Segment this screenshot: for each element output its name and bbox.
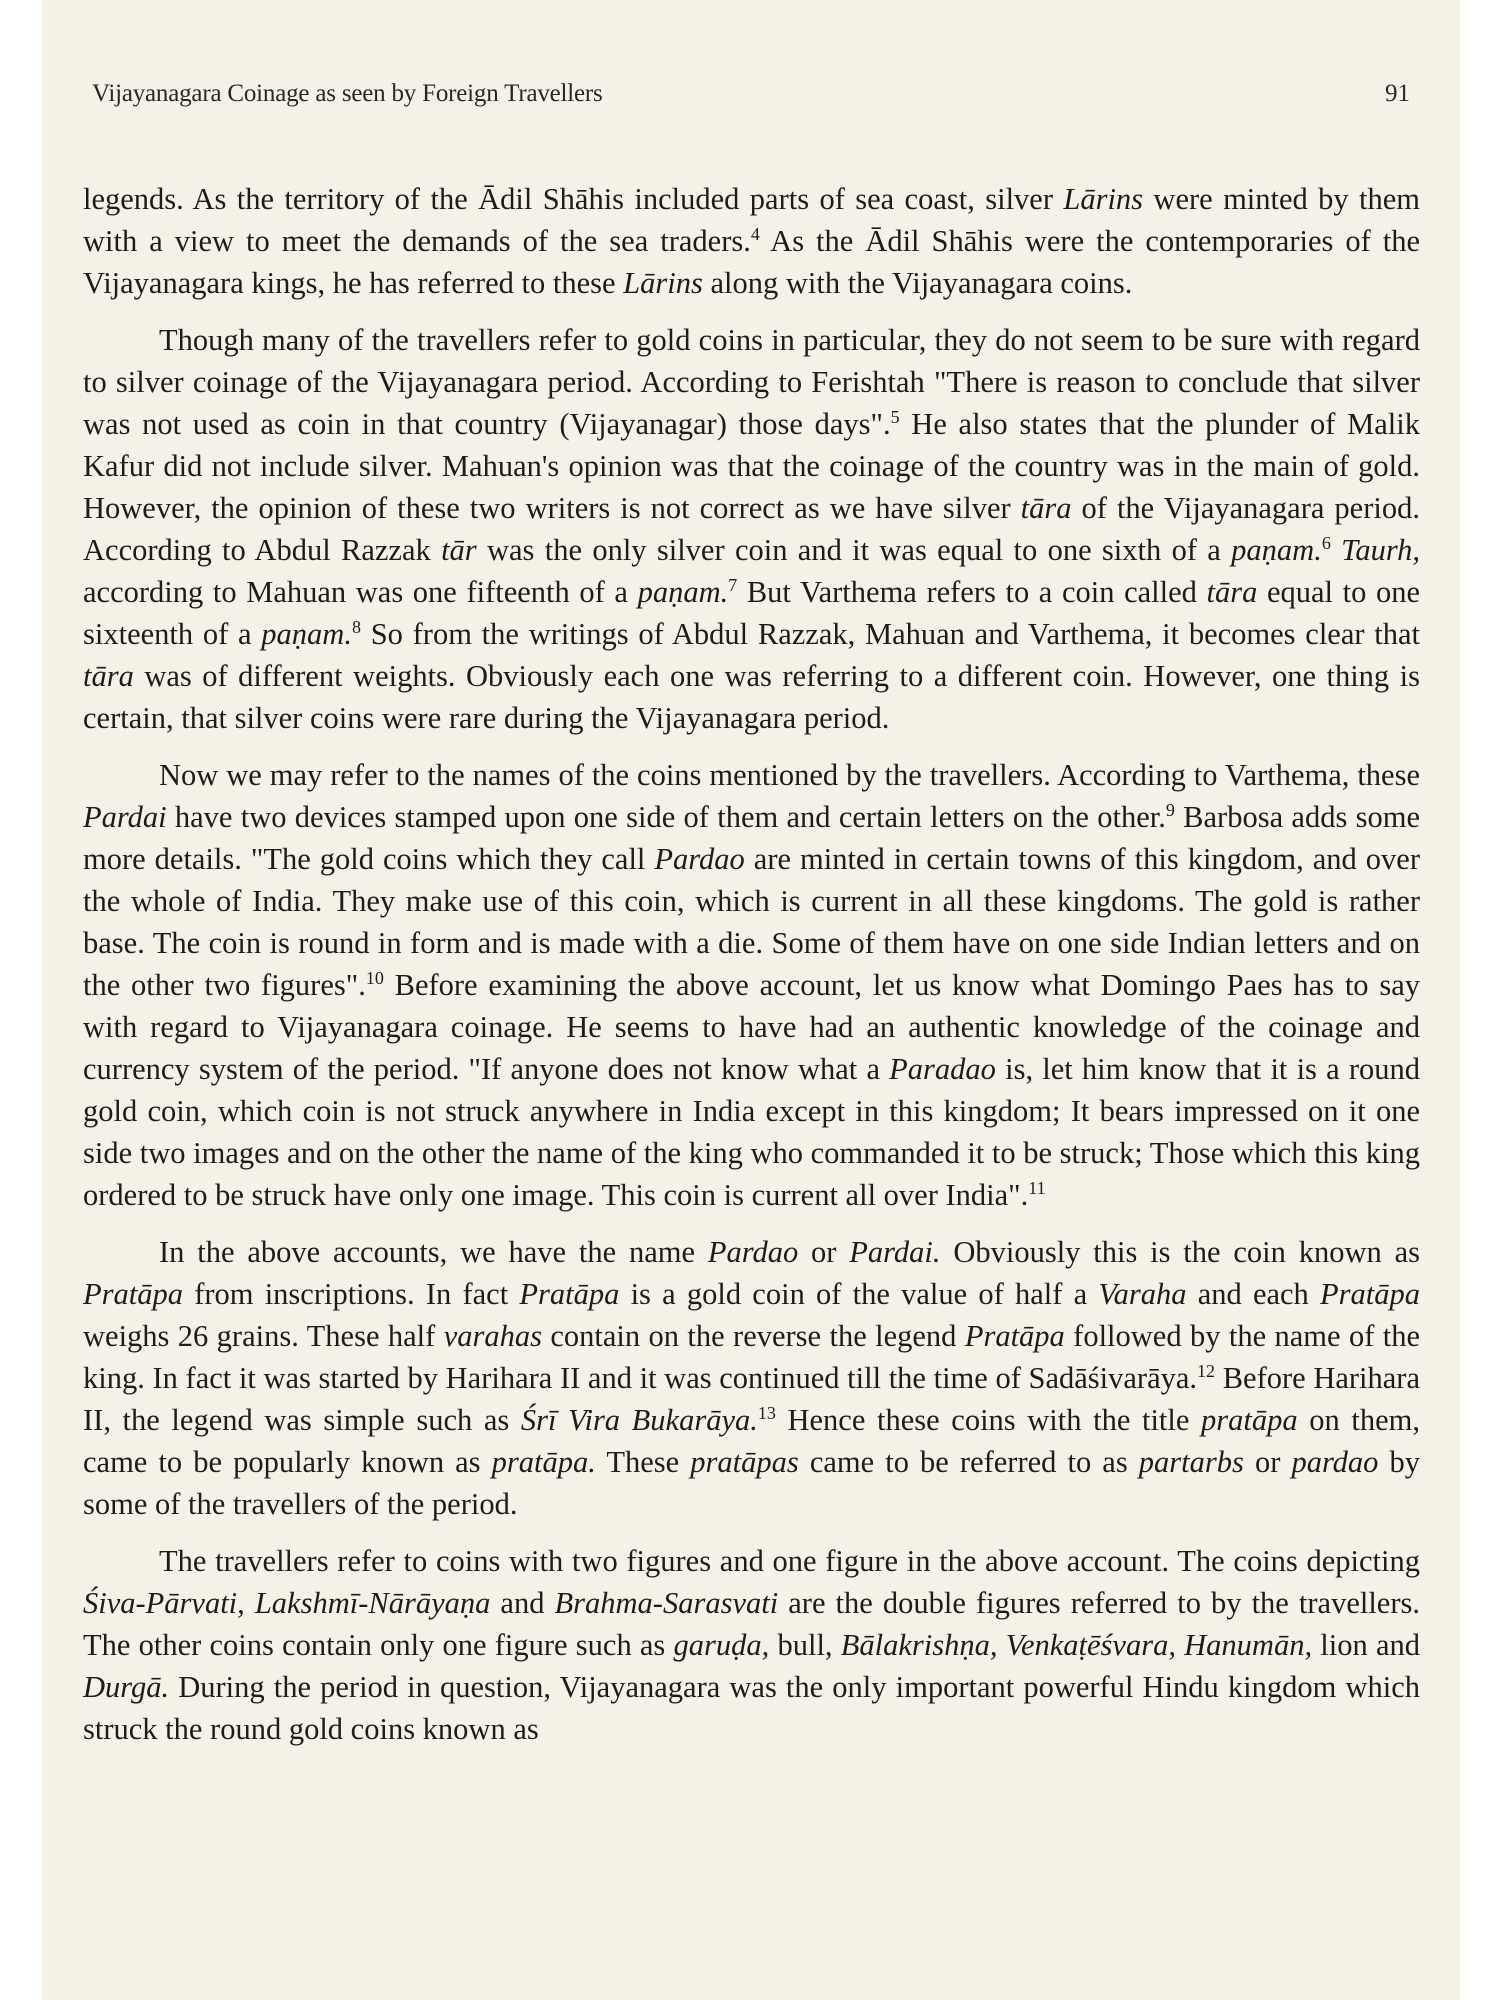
footnote-ref: 8 xyxy=(351,616,361,637)
paragraph xyxy=(83,178,1420,304)
footnote-ref: 5 xyxy=(890,406,900,427)
text-run: is a gold coin of the value of half a xyxy=(619,1277,1099,1311)
text-run: or xyxy=(1243,1445,1292,1479)
italic-term: Lārins xyxy=(1063,182,1144,216)
text-run: are the double figures referred to by the travellers. The other coins contain only one figure such as xyxy=(83,1586,1420,1662)
italic-term: varahas xyxy=(443,1319,542,1353)
text-run: along with the Vijayanagara coins. xyxy=(702,266,1133,300)
text-run: These xyxy=(595,1445,691,1479)
text-run: equal to one sixteenth of a xyxy=(83,575,1421,651)
italic-term: Paradao xyxy=(889,1052,996,1086)
italic-term: Lārins xyxy=(623,266,703,300)
text-run: from inscriptions. In fact xyxy=(182,1277,520,1311)
italic-term: Pardai. xyxy=(849,1235,941,1269)
italic-term: pratāpa. xyxy=(491,1445,596,1479)
text-run: During the period in question, Vijayanagara was the only important powerful Hindu kingdom which struck the round gold coins known as xyxy=(83,1670,1420,1746)
italic-term: pratāpas xyxy=(690,1445,799,1479)
italic-term: Pratāpa xyxy=(1320,1277,1420,1311)
text-run xyxy=(1331,533,1341,567)
italic-term: tāra xyxy=(1206,575,1258,609)
text-run: and each xyxy=(1186,1277,1321,1311)
text-run: Barbosa adds some more details. "The gold coins which they call xyxy=(83,800,1420,876)
text-run: have two devices stamped upon one side of them and certain letters on the other. xyxy=(166,800,1166,834)
italic-term: pardao xyxy=(1291,1445,1379,1479)
text-run: according to Mahuan was one fifteenth of a xyxy=(83,575,638,609)
text-run: legends. As the territory of the Ādil Shāhis included parts of sea coast, silver xyxy=(83,182,1064,216)
book-page xyxy=(42,0,1460,2000)
italic-term: tār xyxy=(441,533,477,567)
text-run: are minted in certain towns of this kingdom, and over the whole of India. They make use of this coin, which is current in all these kingdoms. The gold is rather base. The coin is round in form and is made with a die. Some of them have on one side Indian letters and on the other two figures". xyxy=(83,842,1420,1002)
running-header xyxy=(92,80,1410,116)
body-text xyxy=(83,178,1420,1765)
italic-term: paṇam. xyxy=(637,575,729,609)
text-run: Though many of the travellers refer to gold coins in particular, they do not seem to be sure with regard to silver coinage of the Vijayanagara period. According to Ferishtah "There is reason to conclude that silver was not used as coin in that country (Vijayanagar) those days". xyxy=(83,323,1420,441)
paragraph xyxy=(83,754,1420,1216)
italic-term: paṇam. xyxy=(261,617,352,651)
italic-term: Pardai xyxy=(83,800,167,834)
italic-term: tāra xyxy=(1020,491,1072,525)
italic-term: Pratāpa xyxy=(83,1277,183,1311)
text-run: was the only silver coin and it was equal to one sixth of a xyxy=(476,533,1232,567)
text-run: bull, xyxy=(769,1628,841,1662)
italic-term: pratāpa xyxy=(1201,1403,1298,1437)
footnote-ref: 6 xyxy=(1321,532,1331,553)
text-run: or xyxy=(798,1235,850,1269)
italic-term: Pratāpa xyxy=(964,1319,1065,1353)
paragraph xyxy=(83,319,1420,739)
italic-term: Varaha xyxy=(1098,1277,1187,1311)
text-run: Now we may refer to the names of the coins mentioned by the travellers. According to Varthema, these xyxy=(159,758,1420,792)
text-run: is, let him know that it is a round gold coin, which coin is not struck anywhere in India except in this kingdom; It bears impressed on it one side two images and on the other the name of the king who commanded it to be struck; Those which this king ordered to be struck have only one image. This coin is current all over India". xyxy=(83,1052,1420,1212)
text-run: came to be referred to as xyxy=(798,1445,1139,1479)
footnote-ref: 4 xyxy=(750,223,760,244)
running-title: Vijayanagara Coinage as seen by Foreign Travellers xyxy=(92,80,603,107)
text-run: and xyxy=(490,1586,555,1620)
italic-term: garuḍa, xyxy=(673,1628,770,1662)
footnote-ref: 9 xyxy=(1165,799,1175,820)
italic-term: Taurh, xyxy=(1341,533,1421,567)
text-run: Obviously this is the coin known as xyxy=(940,1235,1420,1269)
italic-term: Brahma-Sarasvati xyxy=(554,1586,779,1620)
italic-term: Pardao xyxy=(654,842,745,876)
text-run: In the above accounts, we have the name xyxy=(159,1235,708,1269)
italic-term: paṇam. xyxy=(1231,533,1322,567)
text-run: were minted by them with a view to meet the demands of the sea traders. xyxy=(83,182,1421,258)
footnote-ref: 11 xyxy=(1028,1177,1046,1198)
text-run: of the Vijayanagara period. According to Abdul Razzak xyxy=(83,491,1420,567)
paragraph xyxy=(83,1231,1420,1525)
text-run: by some of the travellers of the period. xyxy=(83,1445,1421,1521)
text-run: As the Ādil Shāhis were the contemporaries of the Vijayanagara kings, he has referred to these xyxy=(83,224,1421,300)
text-run: So from the writings of Abdul Razzak, Mahuan and Varthema, it becomes clear that xyxy=(360,617,1421,651)
text-run: lion and xyxy=(1312,1628,1420,1662)
footnote-ref: 13 xyxy=(757,1402,776,1423)
italic-term: tāra xyxy=(83,659,134,693)
italic-term: Śrī Vira Bukarāya. xyxy=(520,1403,758,1437)
text-run: on them, came to be popularly known as xyxy=(83,1403,1420,1479)
italic-term: Śiva-Pārvati, Lakshmī-Nārāyaṇa xyxy=(83,1586,491,1620)
italic-term: partarbs xyxy=(1138,1445,1244,1479)
text-run: was of different weights. Obviously each one was referring to a different coin. However, one thing is certain, that silver coins were rare during the Vijayanagara period. xyxy=(83,659,1420,735)
footnote-ref: 7 xyxy=(728,574,738,595)
footnote-ref: 12 xyxy=(1197,1360,1216,1381)
footnote-ref: 10 xyxy=(365,967,384,988)
italic-term: Pardao xyxy=(707,1235,799,1269)
text-run: contain on the reverse the legend xyxy=(541,1319,965,1353)
text-run: But Varthema refers to a coin called xyxy=(737,575,1207,609)
italic-term: Pratāpa xyxy=(519,1277,620,1311)
page-number: 91 xyxy=(1385,80,1410,107)
italic-term: Durgā. xyxy=(83,1670,170,1704)
text-run: Before examining the above account, let us know what Domingo Paes has to say with regard to Vijayanagara coinage. He seems to have had an authentic knowledge of the coinage and currency system of the period. "If anyone does not know what a xyxy=(83,968,1420,1086)
text-run: Before Harihara II, the legend was simple such as xyxy=(83,1361,1420,1437)
text-run: followed by the name of the king. In fact it was started by Harihara II and it was continued till the time of Sadāśivarāya. xyxy=(83,1319,1421,1395)
text-run: The travellers refer to coins with two figures and one figure in the above account. The coins depicting xyxy=(159,1544,1420,1578)
italic-term: Bālakrishṇa, Venkaṭēśvara, Hanumān, xyxy=(840,1628,1313,1662)
text-run: He also states that the plunder of Malik Kafur did not include silver. Mahuan's opinion was that the coinage of the country was in the main of gold. However, the opinion of these two writers is not correct as we have silver xyxy=(83,407,1420,525)
text-run: Hence these coins with the title xyxy=(775,1403,1202,1437)
paragraph xyxy=(83,1540,1420,1750)
text-run: weighs 26 grains. These half xyxy=(83,1319,444,1353)
